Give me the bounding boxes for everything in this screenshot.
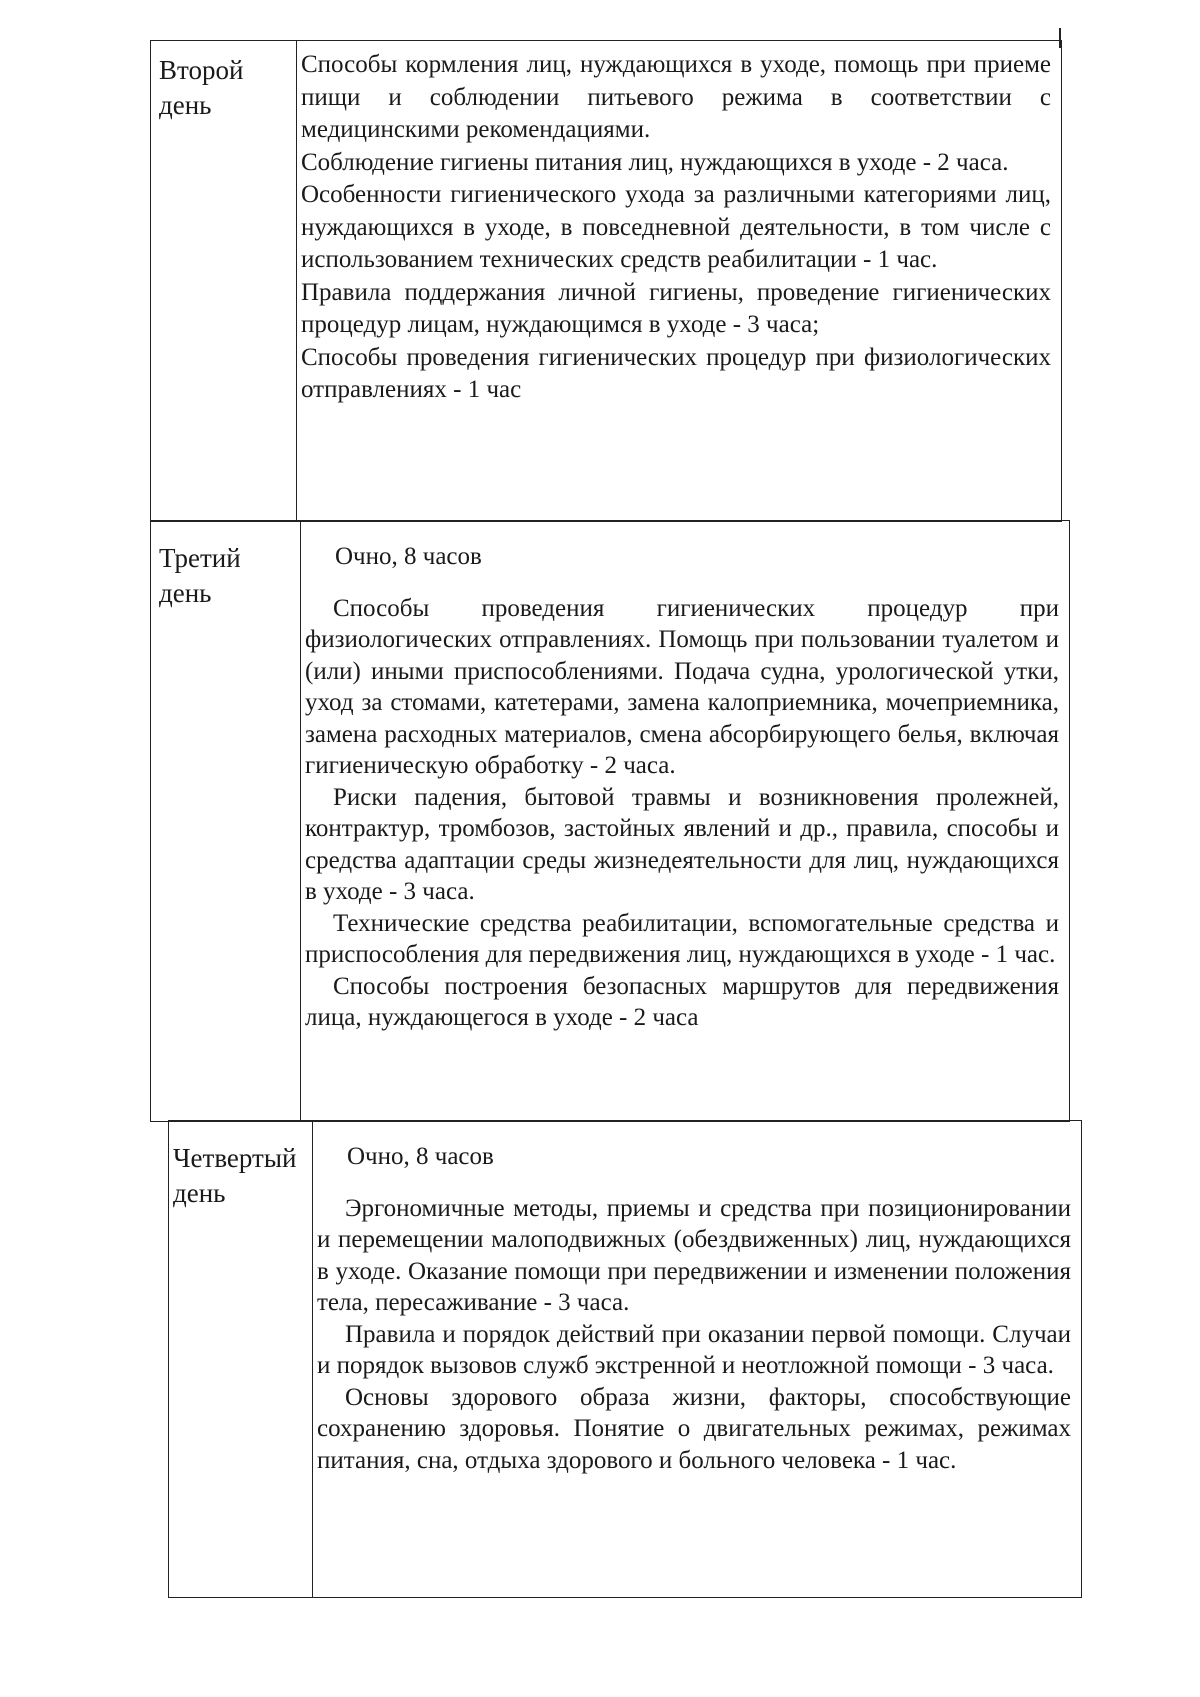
day-label-line1: Третий [159,543,241,573]
study-mode: Очно, 8 часов [347,1143,494,1170]
content-paragraph: Правила и порядок действий при оказании первой помощи. Случаи и порядок вызовов служб экстренной и неотложной помощи - 3 часа. [317,1320,1071,1379]
day-label-line2: день [159,578,212,608]
content-paragraph: Способы кормления лиц, нуждающихся в уходе, помощь при приеме пищи и соблюдении питьевого режима в соответствии с медицинскими рекомендациями. [301,51,1051,143]
content-cell [301,521,1069,1121]
content-paragraph: Технические средства реабилитации, вспомогательные средства и приспособления для передвижения лиц, нуждающихся в уходе - 1 час. [305,909,1059,968]
content-paragraph: Основы здорового образа жизни, факторы, способствующие сохранению здоровья. Понятие о двигательных режимах, режимах питания, сна, отдыха здорового и больного человека - 1 час. [317,1383,1071,1474]
content-paragraph: Способы проведения гигиенических процедур при физиологических отправлениях - 1 час [301,343,1051,403]
content-paragraph: Способы построения безопасных маршрутов для передвижения лица, нуждающегося в уходе - 2 часа [305,972,1059,1031]
schedule-row-day-3 [150,520,1070,1122]
day-label-line2: день [173,1178,226,1208]
day-label-line1: Второй [159,55,244,85]
content-paragraph: Соблюдение гигиены питания лиц, нуждающихся в уходе - 2 часа. [301,148,1009,176]
content-cell [297,41,1061,521]
schedule-row-day-4 [168,1120,1082,1598]
day-label-line1: Четвертый [173,1143,297,1173]
day-cell [151,41,297,521]
day-label-line2: день [159,90,212,120]
content-paragraph: Особенности гигиенического ухода за различными категориями лиц, нуждающихся в уходе, в повседневной деятельности, в том числе с использованием технических средств реабилитации - 1 час. [301,181,1051,273]
content-paragraph: Способы проведения гигиенических процедур при физиологических отправлениях. Помощь при пользовании туалетом и (или) иными приспособлениями. Подача судна, урологической утки, уход за стомами, катетерами, замена калоприемника, мочеприемника, замена расходных материалов, смена абсорбирующего белья, включая гигиеническую обработку - 2 часа. [305,594,1059,779]
day-cell [151,521,301,1121]
day-cell [169,1121,313,1597]
study-mode: Очно, 8 часов [335,543,482,570]
schedule-row-day-2 [150,40,1062,522]
content-cell [313,1121,1081,1597]
content-paragraph: Риски падения, бытовой травмы и возникновения пролежней, контрактур, тромбозов, застойных явлений и др., правила, способы и средства адаптации среды жизнедеятельности для лиц, нуждающихся в уходе - 3 часа. [305,783,1059,905]
content-paragraph: Эргономичные методы, приемы и средства при позиционировании и перемещении малоподвижных (обездвиженных) лиц, нуждающихся в уходе. Оказание помощи при передвижении и изменении положения тела, пересаживание - 3 часа. [317,1194,1071,1316]
content-paragraph: Правила поддержания личной гигиены, проведение гигиенических процедур лицам, нуждающимся в уходе - 3 часа; [301,278,1051,338]
